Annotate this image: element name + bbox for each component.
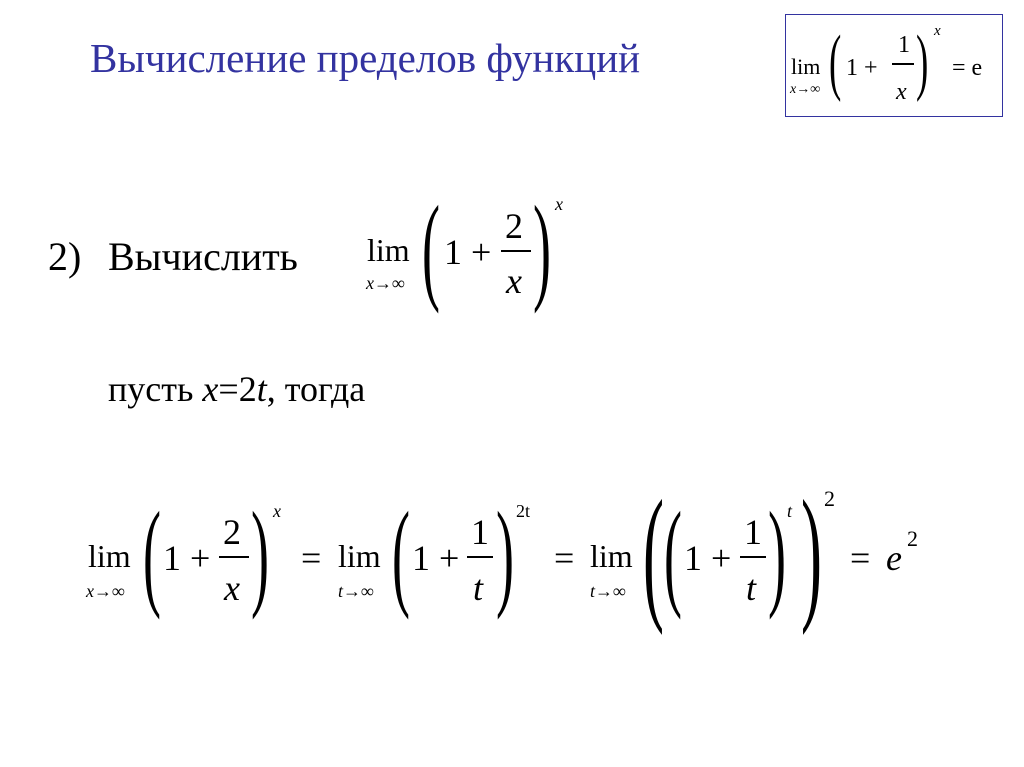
- step1-numerator: 2: [223, 512, 241, 552]
- ref-result: = e: [952, 55, 983, 81]
- ref-numerator: 1: [898, 32, 910, 58]
- task-numerator: 2: [505, 206, 523, 246]
- step3-lim: lim: [590, 538, 633, 574]
- step1-fraction-bar: [219, 556, 249, 558]
- task-word: Вычислить: [108, 234, 298, 279]
- page-title: Вычисление пределов функций: [90, 35, 641, 81]
- step3-denominator: t: [746, 568, 757, 608]
- ref-lim-sub: x→∞: [790, 82, 821, 97]
- ref-fraction-bar: [892, 63, 914, 65]
- step3-inner-right-paren: ): [768, 487, 786, 620]
- step2-lim-sub: t→∞: [338, 581, 374, 601]
- step2-right-paren: ): [496, 487, 514, 620]
- step1-left-paren: (: [143, 487, 161, 620]
- step1-right-paren: ): [251, 487, 269, 620]
- substitution-text: пусть x=2t, тогда: [108, 369, 366, 409]
- task-power: x: [555, 194, 563, 214]
- step3-eq: =: [554, 538, 575, 578]
- step1-lim: lim: [88, 538, 131, 574]
- step2-lim: lim: [338, 538, 381, 574]
- step1-one-plus: 1 +: [163, 538, 211, 578]
- step3-outer-power: 2: [824, 486, 835, 511]
- task-right-paren: ): [533, 181, 551, 314]
- result-base: e: [886, 538, 902, 578]
- step3-inner-power: t: [787, 501, 793, 521]
- task-denominator: x: [506, 261, 522, 301]
- step1-power: x: [273, 501, 281, 521]
- ref-denominator: x: [896, 79, 907, 105]
- step3-one-plus: 1 +: [684, 538, 732, 578]
- ref-right-paren: ): [916, 21, 929, 103]
- ref-power: x: [934, 23, 941, 39]
- task-lim: lim: [367, 232, 410, 268]
- step3-fraction-bar: [740, 556, 766, 558]
- step2-eq: =: [301, 538, 322, 578]
- task-left-paren: (: [422, 181, 440, 314]
- step2-one-plus: 1 +: [412, 538, 460, 578]
- task-fraction-bar: [501, 250, 531, 252]
- step1-denominator: x: [224, 568, 240, 608]
- result-eq: =: [850, 538, 871, 578]
- step3-numerator: 1: [744, 512, 762, 552]
- step1-lim-sub: x→∞: [86, 581, 125, 601]
- ref-lim: lim: [791, 54, 821, 79]
- result-power: 2: [907, 526, 918, 551]
- step3-outer-left-paren: (: [643, 470, 664, 636]
- step2-left-paren: (: [392, 487, 410, 620]
- task-number: 2): [48, 234, 82, 279]
- task-lim-sub: x→∞: [366, 273, 405, 293]
- ref-one-plus: 1 +: [846, 55, 878, 81]
- step2-power: 2t: [516, 501, 531, 521]
- step3-inner-left-paren: (: [664, 487, 682, 620]
- step3-outer-right-paren: ): [801, 470, 822, 636]
- ref-left-paren: (: [829, 21, 842, 103]
- step3-lim-sub: t→∞: [590, 581, 626, 601]
- task-one-plus: 1 +: [444, 232, 492, 272]
- step2-denominator: t: [473, 568, 484, 608]
- step2-fraction-bar: [467, 556, 493, 558]
- step2-numerator: 1: [471, 512, 489, 552]
